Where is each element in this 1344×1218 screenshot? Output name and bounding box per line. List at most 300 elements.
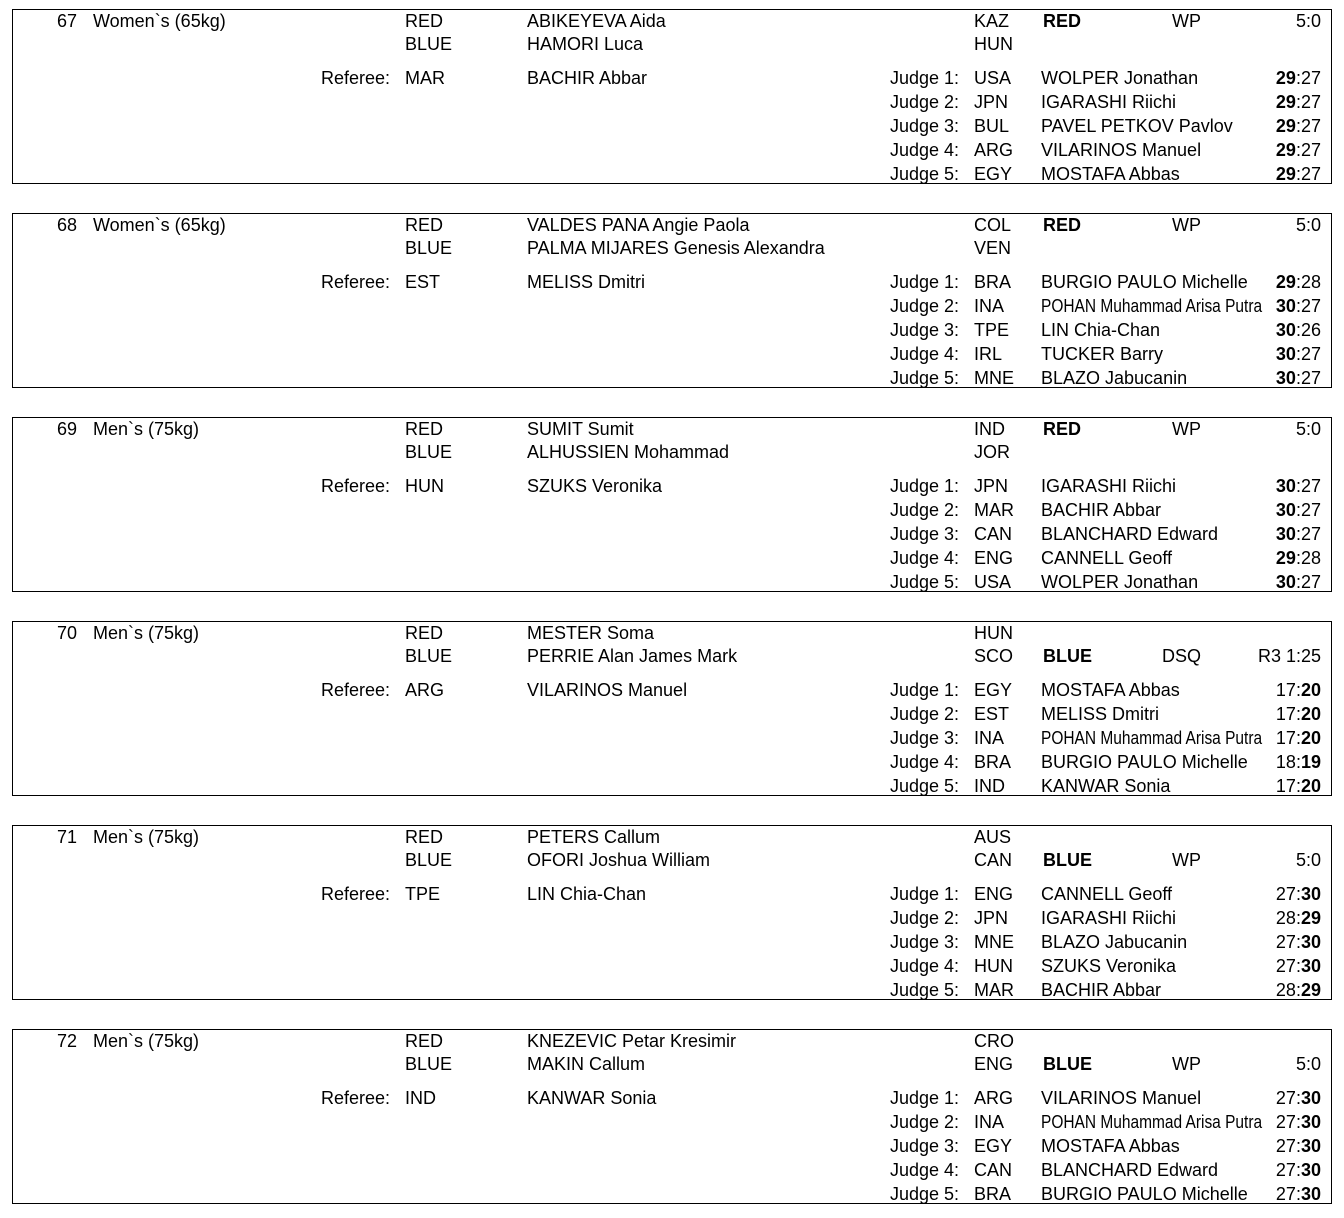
judge-label: Judge 2:: [889, 500, 959, 520]
judge-label: Judge 3:: [889, 1136, 959, 1156]
judge-label: Judge 3:: [889, 320, 959, 340]
red-label: RED: [405, 827, 444, 847]
blue-score: 20: [1300, 728, 1321, 748]
referee-country: IND: [405, 1088, 436, 1108]
judge-score: [1276, 91, 1321, 113]
blue-score: 30: [1300, 884, 1321, 904]
blue-score: 30: [1300, 956, 1321, 976]
red-label: RED: [405, 11, 444, 31]
red-score: 30: [1275, 572, 1296, 592]
judge-country: BRA: [974, 1184, 1012, 1204]
blue-score: 26: [1300, 320, 1321, 340]
red-score: 30: [1275, 344, 1296, 364]
blue-country: CAN: [974, 850, 1013, 870]
judge-name: VILARINOS Manuel: [1041, 140, 1202, 160]
blue-boxer-name: ALHUSSIEN Mohammad: [527, 442, 730, 462]
blue-score: 27: [1300, 524, 1321, 544]
judge-score: [1276, 1087, 1321, 1109]
blue-label: BLUE: [405, 850, 453, 870]
red-label: RED: [405, 623, 444, 643]
blue-score: 30: [1300, 1088, 1321, 1108]
decision: WP: [1172, 11, 1201, 31]
judge-name: BURGIO PAULO Michelle: [1041, 1184, 1248, 1204]
judge-label: Judge 3:: [889, 116, 959, 136]
judge-name: BLAZO Jabucanin: [1041, 932, 1188, 952]
red-score: 17: [1275, 704, 1296, 724]
judge-country: ARG: [974, 1088, 1014, 1108]
result: 5:0: [1295, 11, 1321, 31]
judge-name: MOSTAFA Abbas: [1041, 164, 1180, 184]
judge-label: Judge 4:: [889, 956, 959, 976]
bout-number: 69: [56, 419, 77, 439]
judge-score: [1276, 343, 1321, 365]
bout-number: 67: [56, 11, 77, 31]
judge-name: LIN Chia-Chan: [1041, 320, 1161, 340]
referee-country: HUN: [405, 476, 444, 496]
winner-corner: RED: [1043, 419, 1082, 439]
score-separator: :: [1295, 980, 1301, 1000]
winner-corner: RED: [1043, 11, 1082, 31]
blue-score: 27: [1300, 92, 1321, 112]
judge-name: IGARASHI Riichi: [1041, 92, 1177, 112]
red-score: 27: [1275, 1136, 1296, 1156]
judge-country: IRL: [974, 344, 1003, 364]
blue-score: 27: [1300, 500, 1321, 520]
judge-label: Judge 1:: [889, 680, 959, 700]
weight-category: Women`s (65kg): [93, 11, 226, 31]
bout-box: [12, 1029, 1332, 1204]
blue-score: 20: [1300, 704, 1321, 724]
red-country: IND: [974, 419, 1005, 439]
score-separator: :: [1295, 344, 1301, 364]
red-score: 17: [1275, 680, 1296, 700]
blue-score: 30: [1300, 1160, 1321, 1180]
score-separator: :: [1295, 752, 1301, 772]
blue-score: 27: [1300, 116, 1321, 136]
judge-country: INA: [974, 296, 1005, 316]
blue-label: BLUE: [405, 238, 453, 258]
judge-name: BURGIO PAULO Michelle: [1041, 272, 1248, 292]
referee-label: Referee:: [321, 68, 391, 88]
judge-score: [1276, 139, 1321, 161]
blue-boxer-name: OFORI Joshua William: [527, 850, 711, 870]
referee-label: Referee:: [321, 272, 391, 292]
judge-country: BRA: [974, 272, 1012, 292]
blue-score: 27: [1300, 368, 1321, 388]
blue-label: BLUE: [405, 1054, 453, 1074]
judge-score: [1276, 475, 1321, 497]
result: 5:0: [1295, 419, 1321, 439]
score-separator: :: [1295, 932, 1301, 952]
judge-name: BACHIR Abbar: [1041, 980, 1162, 1000]
judge-country: BRA: [974, 752, 1012, 772]
judge-country: ARG: [974, 140, 1014, 160]
judge-country: EGY: [974, 1136, 1013, 1156]
judge-label: Judge 1:: [889, 884, 959, 904]
referee-label: Referee:: [321, 884, 391, 904]
result: 5:0: [1295, 1054, 1321, 1074]
judge-label: Judge 5:: [889, 980, 959, 1000]
judge-country: MAR: [974, 500, 1014, 520]
judge-score: [1276, 115, 1321, 137]
judge-label: Judge 2:: [889, 92, 959, 112]
referee-country: ARG: [405, 680, 445, 700]
blue-score: 28: [1300, 548, 1321, 568]
judge-country: USA: [974, 572, 1012, 592]
judge-score: [1276, 1111, 1321, 1133]
judge-country: BUL: [974, 116, 1010, 136]
judge-country: EGY: [974, 164, 1013, 184]
judge-name: MOSTAFA Abbas: [1041, 680, 1180, 700]
score-separator: :: [1295, 272, 1301, 292]
judge-name: BLANCHARD Edward: [1041, 1160, 1219, 1180]
judge-country: MNE: [974, 368, 1014, 388]
blue-boxer-name: PERRIE Alan James Mark: [527, 646, 738, 666]
blue-score: 20: [1300, 680, 1321, 700]
judge-name: BURGIO PAULO Michelle: [1041, 752, 1248, 772]
judge-name: IGARASHI Riichi: [1041, 476, 1177, 496]
judge-label: Judge 5:: [889, 368, 959, 388]
judge-country: TPE: [974, 320, 1010, 340]
red-score: 30: [1275, 500, 1296, 520]
score-separator: :: [1295, 572, 1301, 592]
score-separator: :: [1295, 164, 1301, 184]
red-score: 17: [1275, 776, 1296, 796]
judge-name: CANNELL Geoff: [1041, 884, 1173, 904]
decision: WP: [1172, 419, 1201, 439]
judge-label: Judge 1:: [889, 1088, 959, 1108]
red-score: 18: [1275, 752, 1296, 772]
blue-score: 27: [1300, 296, 1321, 316]
referee-name: MELISS Dmitri: [527, 272, 646, 292]
blue-score: 28: [1300, 272, 1321, 292]
red-boxer-name: KNEZEVIC Petar Kresimir: [527, 1031, 737, 1051]
decision: WP: [1172, 1054, 1201, 1074]
red-score: 28: [1275, 980, 1296, 1000]
judge-name: BLAZO Jabucanin: [1041, 368, 1188, 388]
blue-boxer-name: HAMORI Luca: [527, 34, 644, 54]
judge-label: Judge 3:: [889, 932, 959, 952]
judge-score: [1276, 907, 1321, 929]
bout-number: 70: [56, 623, 77, 643]
blue-country: VEN: [974, 238, 1012, 258]
score-separator: :: [1295, 500, 1301, 520]
referee-name: KANWAR Sonia: [527, 1088, 657, 1108]
blue-score: 29: [1300, 980, 1321, 1000]
red-score: 27: [1275, 956, 1296, 976]
winner-corner: BLUE: [1043, 646, 1092, 666]
red-score: 30: [1275, 320, 1296, 340]
bout-box: [12, 213, 1332, 388]
weight-category: Men`s (75kg): [93, 623, 200, 643]
judge-score: [1276, 931, 1321, 953]
judge-name: POHAN Muhammad Arisa Putra: [1041, 296, 1263, 316]
judge-label: Judge 2:: [889, 704, 959, 724]
score-separator: :: [1295, 1088, 1301, 1108]
bout-box: [12, 9, 1332, 184]
score-separator: :: [1295, 296, 1301, 316]
judge-score: [1276, 751, 1321, 773]
red-boxer-name: SUMIT Sumit: [527, 419, 634, 439]
referee-label: Referee:: [321, 476, 391, 496]
judge-score: [1276, 523, 1321, 545]
referee-name: SZUKS Veronika: [527, 476, 663, 496]
judge-country: IND: [974, 776, 1005, 796]
judge-country: ENG: [974, 884, 1014, 904]
referee-name: BACHIR Abbar: [527, 68, 648, 88]
decision: DSQ: [1161, 646, 1201, 666]
weight-category: Men`s (75kg): [93, 827, 200, 847]
judge-score: [1276, 883, 1321, 905]
referee-country: EST: [405, 272, 441, 292]
judge-score: [1276, 1159, 1321, 1181]
blue-score: 27: [1300, 140, 1321, 160]
blue-country: ENG: [974, 1054, 1014, 1074]
score-separator: :: [1295, 908, 1301, 928]
red-score: 27: [1275, 1112, 1296, 1132]
judge-country: CAN: [974, 1160, 1013, 1180]
judge-country: MNE: [974, 932, 1014, 952]
score-separator: :: [1295, 116, 1301, 136]
judge-country: ENG: [974, 548, 1014, 568]
score-separator: :: [1295, 476, 1301, 496]
judge-score: [1276, 1135, 1321, 1157]
blue-score: 30: [1300, 1136, 1321, 1156]
score-separator: :: [1295, 1112, 1301, 1132]
blue-score: 30: [1300, 1184, 1321, 1204]
decision: WP: [1172, 215, 1201, 235]
blue-score: 30: [1300, 932, 1321, 952]
judge-score: [1276, 367, 1321, 389]
judge-label: Judge 5:: [889, 164, 959, 184]
blue-score: 27: [1300, 164, 1321, 184]
judge-name: PAVEL PETKOV Pavlov: [1041, 116, 1233, 136]
judge-label: Judge 5:: [889, 1184, 959, 1204]
judge-label: Judge 3:: [889, 524, 959, 544]
judge-label: Judge 1:: [889, 68, 959, 88]
judge-country: MAR: [974, 980, 1014, 1000]
judge-name: MELISS Dmitri: [1041, 704, 1160, 724]
judge-label: Judge 4:: [889, 344, 959, 364]
referee-name: VILARINOS Manuel: [527, 680, 688, 700]
result: 5:0: [1295, 850, 1321, 870]
winner-corner: BLUE: [1043, 850, 1092, 870]
weight-category: Men`s (75kg): [93, 1031, 200, 1051]
red-score: 27: [1275, 1160, 1296, 1180]
judge-label: Judge 4:: [889, 140, 959, 160]
judge-score: [1276, 499, 1321, 521]
judge-score: [1276, 163, 1321, 185]
judge-country: USA: [974, 68, 1012, 88]
judge-name: KANWAR Sonia: [1041, 776, 1171, 796]
red-boxer-name: MESTER Soma: [527, 623, 655, 643]
judge-country: JPN: [974, 476, 1009, 496]
decision: WP: [1172, 850, 1201, 870]
red-label: RED: [405, 1031, 444, 1051]
score-separator: :: [1295, 368, 1301, 388]
red-score: 30: [1275, 524, 1296, 544]
judge-country: EST: [974, 704, 1010, 724]
score-separator: :: [1295, 524, 1301, 544]
red-score: 30: [1275, 296, 1296, 316]
red-boxer-name: ABIKEYEVA Aida: [527, 11, 666, 31]
judge-country: HUN: [974, 956, 1013, 976]
judge-name: VILARINOS Manuel: [1041, 1088, 1202, 1108]
score-separator: :: [1295, 956, 1301, 976]
judge-score: [1276, 319, 1321, 341]
blue-score: 27: [1300, 476, 1321, 496]
score-separator: :: [1295, 680, 1301, 700]
judge-name: BLANCHARD Edward: [1041, 524, 1219, 544]
blue-score: 30: [1300, 1112, 1321, 1132]
red-score: 29: [1275, 548, 1296, 568]
judge-name: TUCKER Barry: [1041, 344, 1164, 364]
blue-country: HUN: [974, 34, 1013, 54]
judge-label: Judge 2:: [889, 908, 959, 928]
judge-name: WOLPER Jonathan: [1041, 572, 1199, 592]
red-label: RED: [405, 215, 444, 235]
judge-label: Judge 5:: [889, 776, 959, 796]
blue-boxer-name: MAKIN Callum: [527, 1054, 646, 1074]
score-separator: :: [1295, 776, 1301, 796]
score-separator: :: [1295, 728, 1301, 748]
bout-box: [12, 417, 1332, 592]
winner-corner: RED: [1043, 215, 1082, 235]
red-score: 29: [1275, 68, 1296, 88]
score-separator: :: [1295, 68, 1301, 88]
red-score: 27: [1275, 1184, 1296, 1204]
bout-number: 68: [56, 215, 77, 235]
red-score: 30: [1275, 368, 1296, 388]
score-separator: :: [1295, 884, 1301, 904]
judge-label: Judge 3:: [889, 728, 959, 748]
red-country: KAZ: [974, 11, 1010, 31]
judge-name: CANNELL Geoff: [1041, 548, 1173, 568]
result: R3 1:25: [1257, 646, 1321, 666]
weight-category: Men`s (75kg): [93, 419, 200, 439]
judge-score: [1276, 67, 1321, 89]
judge-name: IGARASHI Riichi: [1041, 908, 1177, 928]
judge-name: WOLPER Jonathan: [1041, 68, 1199, 88]
red-country: CRO: [974, 1031, 1014, 1051]
judge-country: EGY: [974, 680, 1013, 700]
judge-score: [1276, 271, 1321, 293]
judge-label: Judge 1:: [889, 476, 959, 496]
judge-name: POHAN Muhammad Arisa Putra: [1041, 728, 1263, 748]
score-separator: :: [1295, 548, 1301, 568]
result: 5:0: [1295, 215, 1321, 235]
red-score: 29: [1275, 116, 1296, 136]
blue-score: 27: [1300, 68, 1321, 88]
red-country: HUN: [974, 623, 1013, 643]
winner-corner: BLUE: [1043, 1054, 1092, 1074]
score-separator: :: [1295, 1184, 1301, 1204]
blue-score: 29: [1300, 908, 1321, 928]
score-separator: :: [1295, 704, 1301, 724]
judge-country: CAN: [974, 524, 1013, 544]
blue-score: 27: [1300, 344, 1321, 364]
judge-label: Judge 4:: [889, 548, 959, 568]
referee-label: Referee:: [321, 1088, 391, 1108]
judge-name: MOSTAFA Abbas: [1041, 1136, 1180, 1156]
judge-label: Judge 2:: [889, 296, 959, 316]
bout-number: 72: [56, 1031, 77, 1051]
judge-name: SZUKS Veronika: [1041, 956, 1177, 976]
score-separator: :: [1295, 1160, 1301, 1180]
score-separator: :: [1295, 320, 1301, 340]
red-score: 29: [1275, 140, 1296, 160]
bout-box: [12, 621, 1332, 796]
blue-score: 27: [1300, 572, 1321, 592]
judge-name: BACHIR Abbar: [1041, 500, 1162, 520]
bout-number: 71: [56, 827, 77, 847]
judge-label: Judge 2:: [889, 1112, 959, 1132]
red-score: 27: [1275, 884, 1296, 904]
red-label: RED: [405, 419, 444, 439]
judge-score: [1276, 295, 1321, 317]
blue-country: SCO: [974, 646, 1014, 666]
referee-country: TPE: [405, 884, 441, 904]
red-country: AUS: [974, 827, 1012, 847]
judge-country: INA: [974, 1112, 1005, 1132]
judge-label: Judge 5:: [889, 572, 959, 592]
bout-box: [12, 825, 1332, 1000]
red-boxer-name: VALDES PANA Angie Paola: [527, 215, 750, 235]
judge-score: [1276, 571, 1321, 593]
referee-name: LIN Chia-Chan: [527, 884, 647, 904]
red-score: 29: [1275, 272, 1296, 292]
red-country: COL: [974, 215, 1012, 235]
red-score: 30: [1275, 476, 1296, 496]
judge-country: INA: [974, 728, 1005, 748]
blue-score: 20: [1300, 776, 1321, 796]
blue-label: BLUE: [405, 646, 453, 666]
red-score: 17: [1275, 728, 1296, 748]
red-score: 27: [1275, 1088, 1296, 1108]
weight-category: Women`s (65kg): [93, 215, 226, 235]
red-score: 29: [1275, 92, 1296, 112]
judge-label: Judge 4:: [889, 1160, 959, 1180]
blue-score: 19: [1300, 752, 1321, 772]
judge-score: [1276, 727, 1321, 749]
referee-label: Referee:: [321, 680, 391, 700]
red-score: 28: [1275, 908, 1296, 928]
red-boxer-name: PETERS Callum: [527, 827, 661, 847]
judge-score: [1276, 703, 1321, 725]
red-score: 29: [1275, 164, 1296, 184]
judge-label: Judge 1:: [889, 272, 959, 292]
score-separator: :: [1295, 1136, 1301, 1156]
judge-label: Judge 4:: [889, 752, 959, 772]
judge-score: [1276, 979, 1321, 1001]
score-separator: :: [1295, 92, 1301, 112]
red-score: 27: [1275, 932, 1296, 952]
judge-country: JPN: [974, 908, 1009, 928]
judge-score: [1276, 1183, 1321, 1205]
judge-score: [1276, 547, 1321, 569]
judge-score: [1276, 679, 1321, 701]
blue-country: JOR: [974, 442, 1010, 462]
score-separator: :: [1295, 140, 1301, 160]
judge-name: POHAN Muhammad Arisa Putra: [1041, 1112, 1263, 1132]
blue-boxer-name: PALMA MIJARES Genesis Alexandra: [527, 238, 825, 258]
judge-score: [1276, 955, 1321, 977]
judge-score: [1276, 775, 1321, 797]
judge-country: JPN: [974, 92, 1009, 112]
blue-label: BLUE: [405, 442, 453, 462]
blue-label: BLUE: [405, 34, 453, 54]
referee-country: MAR: [405, 68, 445, 88]
